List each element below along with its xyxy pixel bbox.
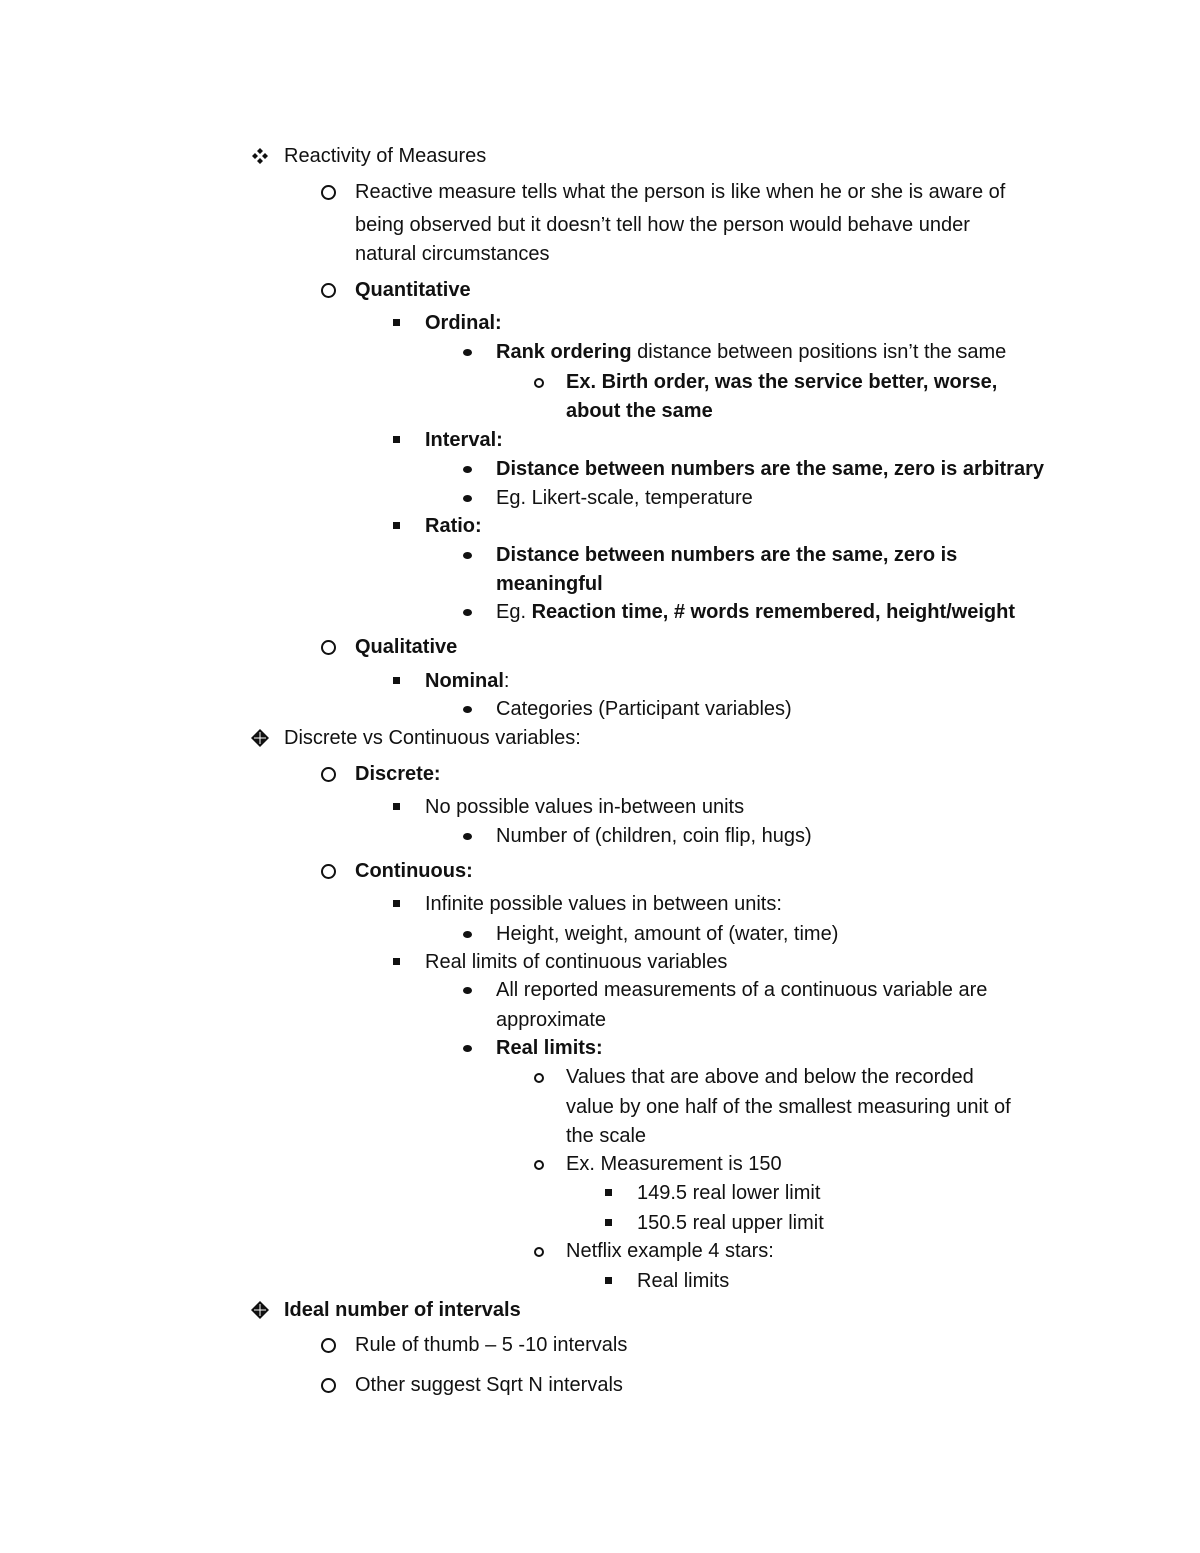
item-text: Ideal number of intervals bbox=[284, 1299, 521, 1321]
list-item bbox=[355, 1373, 623, 1399]
list-item-continuation bbox=[566, 1124, 646, 1150]
dot-bullet-icon bbox=[463, 466, 472, 473]
item-text: being observed but it doesn’t tell how the person would behave under bbox=[355, 214, 970, 236]
list-item bbox=[355, 1333, 627, 1359]
item-text: Discrete: bbox=[355, 763, 441, 785]
item-bold-text: Reaction time, # words remembered, height/weight bbox=[531, 601, 1016, 623]
item-text: distance between positions isn’t the same bbox=[631, 341, 1007, 363]
item-text: Real limits: bbox=[496, 1037, 603, 1059]
item-text: Distance between numbers are the same, zero is bbox=[496, 544, 958, 566]
small-circle-bullet-icon bbox=[534, 1247, 544, 1257]
heading-discrete-vs-continuous bbox=[284, 726, 581, 752]
dot-bullet-icon bbox=[463, 349, 472, 356]
solid-diamond-bullet-icon bbox=[251, 729, 269, 747]
list-item bbox=[425, 795, 744, 821]
list-item bbox=[496, 922, 838, 948]
item-text: the scale bbox=[566, 1125, 647, 1147]
circle-bullet-icon bbox=[321, 1338, 336, 1353]
item-text: Real limits bbox=[637, 1270, 730, 1292]
dot-bullet-icon bbox=[463, 931, 472, 938]
square-bullet-icon bbox=[393, 319, 400, 326]
item-text: natural circumstances bbox=[355, 243, 550, 265]
item-text: Discrete vs Continuous variables: bbox=[284, 727, 581, 749]
item-text: Values that are above and below the recorded bbox=[566, 1066, 974, 1088]
list-item bbox=[496, 340, 1006, 366]
dot-bullet-icon bbox=[463, 495, 472, 502]
item-text: Ordinal: bbox=[425, 312, 502, 334]
item-text: about the same bbox=[566, 400, 713, 422]
list-item bbox=[496, 978, 987, 1004]
heading-ideal-number-of-intervals bbox=[284, 1298, 521, 1324]
item-text: Ex. Measurement is 150 bbox=[566, 1153, 782, 1175]
item-text: Number of (children, coin flip, hugs) bbox=[496, 825, 812, 847]
square-bullet-icon bbox=[393, 900, 400, 907]
item-text: meaningful bbox=[496, 573, 603, 595]
list-item bbox=[496, 600, 1015, 626]
list-item bbox=[496, 824, 812, 850]
square-bullet-icon bbox=[605, 1219, 612, 1226]
item-text: Ex. Birth order, was the service better, worse, bbox=[566, 371, 998, 393]
item-bold-text: Rank ordering bbox=[496, 341, 632, 363]
circle-bullet-icon bbox=[321, 185, 336, 200]
item-text: Reactivity of Measures bbox=[284, 145, 487, 167]
list-item-continuation bbox=[355, 213, 970, 239]
square-bullet-icon bbox=[393, 958, 400, 965]
square-bullet-icon bbox=[393, 522, 400, 529]
item-text: value by one half of the smallest measuring unit of bbox=[566, 1096, 1011, 1118]
list-item bbox=[637, 1181, 820, 1207]
item-text: Rule of thumb – 5 -10 intervals bbox=[355, 1334, 628, 1356]
square-bullet-icon bbox=[393, 803, 400, 810]
item-text: Interval: bbox=[425, 429, 503, 451]
item-text: 150.5 real upper limit bbox=[637, 1212, 824, 1234]
item-text: Qualitative bbox=[355, 636, 458, 658]
item-text: Height, weight, amount of (water, time) bbox=[496, 923, 839, 945]
list-item bbox=[496, 697, 792, 723]
list-item bbox=[566, 1239, 774, 1265]
item-text: 149.5 real lower limit bbox=[637, 1182, 821, 1204]
list-item bbox=[355, 180, 1005, 206]
square-bullet-icon bbox=[393, 677, 400, 684]
list-item bbox=[637, 1269, 729, 1295]
list-item bbox=[425, 950, 727, 976]
heading-ordinal bbox=[425, 311, 502, 337]
heading-qualitative bbox=[355, 635, 457, 661]
circle-bullet-icon bbox=[321, 1378, 336, 1393]
small-circle-bullet-icon bbox=[534, 378, 544, 388]
heading-discrete bbox=[355, 762, 441, 788]
list-item bbox=[566, 370, 997, 396]
item-text: : bbox=[503, 670, 510, 692]
item-text: Continuous: bbox=[355, 860, 473, 882]
item-text: Eg. Likert-scale, temperature bbox=[496, 487, 753, 509]
heading-reactivity-of-measures bbox=[284, 144, 486, 170]
dot-bullet-icon bbox=[463, 833, 472, 840]
dot-bullet-icon bbox=[463, 609, 472, 616]
item-text: Reactive measure tells what the person is like when he or she is aware of bbox=[355, 181, 1006, 203]
item-text: All reported measurements of a continuous variable are bbox=[496, 979, 988, 1001]
heading-continuous bbox=[355, 859, 473, 885]
list-item bbox=[566, 1152, 782, 1178]
list-item-continuation bbox=[496, 572, 603, 598]
list-item-continuation bbox=[566, 1095, 1011, 1121]
heading-interval bbox=[425, 428, 503, 454]
square-bullet-icon bbox=[605, 1189, 612, 1196]
item-text: No possible values in-between units bbox=[425, 796, 745, 818]
list-item bbox=[425, 892, 782, 918]
small-circle-bullet-icon bbox=[534, 1160, 544, 1170]
square-bullet-icon bbox=[605, 1277, 612, 1284]
four-diamond-bullet-icon bbox=[251, 147, 269, 165]
item-text: Quantitative bbox=[355, 279, 471, 301]
list-item bbox=[637, 1211, 824, 1237]
list-item bbox=[496, 543, 957, 569]
item-text: Other suggest Sqrt N intervals bbox=[355, 1374, 623, 1396]
item-text: Ratio: bbox=[425, 515, 482, 537]
square-bullet-icon bbox=[393, 436, 400, 443]
list-item-continuation bbox=[566, 399, 713, 425]
circle-bullet-icon bbox=[321, 864, 336, 879]
heading-real-limits bbox=[496, 1036, 603, 1062]
circle-bullet-icon bbox=[321, 767, 336, 782]
list-item-continuation bbox=[496, 1008, 606, 1034]
item-bold-text: Nominal bbox=[425, 670, 504, 692]
item-text: Real limits of continuous variables bbox=[425, 951, 728, 973]
dot-bullet-icon bbox=[463, 987, 472, 994]
list-item bbox=[566, 1065, 974, 1091]
dot-bullet-icon bbox=[463, 552, 472, 559]
item-text: Categories (Participant variables) bbox=[496, 698, 792, 720]
heading-ratio bbox=[425, 514, 482, 540]
heading-quantitative bbox=[355, 278, 471, 304]
list-item bbox=[496, 457, 1044, 483]
dot-bullet-icon bbox=[463, 1045, 472, 1052]
item-text: approximate bbox=[496, 1009, 607, 1031]
item-text: Distance between numbers are the same, zero is arbitrary bbox=[496, 458, 1044, 480]
circle-bullet-icon bbox=[321, 640, 336, 655]
item-text: Infinite possible values in between units: bbox=[425, 893, 782, 915]
solid-diamond-bullet-icon bbox=[251, 1301, 269, 1319]
item-text: Netflix example 4 stars: bbox=[566, 1240, 774, 1262]
circle-bullet-icon bbox=[321, 283, 336, 298]
small-circle-bullet-icon bbox=[534, 1073, 544, 1083]
item-text: Eg. bbox=[496, 601, 532, 623]
dot-bullet-icon bbox=[463, 706, 472, 713]
list-item bbox=[496, 486, 753, 512]
list-item-continuation bbox=[355, 242, 550, 268]
heading-nominal bbox=[425, 669, 509, 695]
